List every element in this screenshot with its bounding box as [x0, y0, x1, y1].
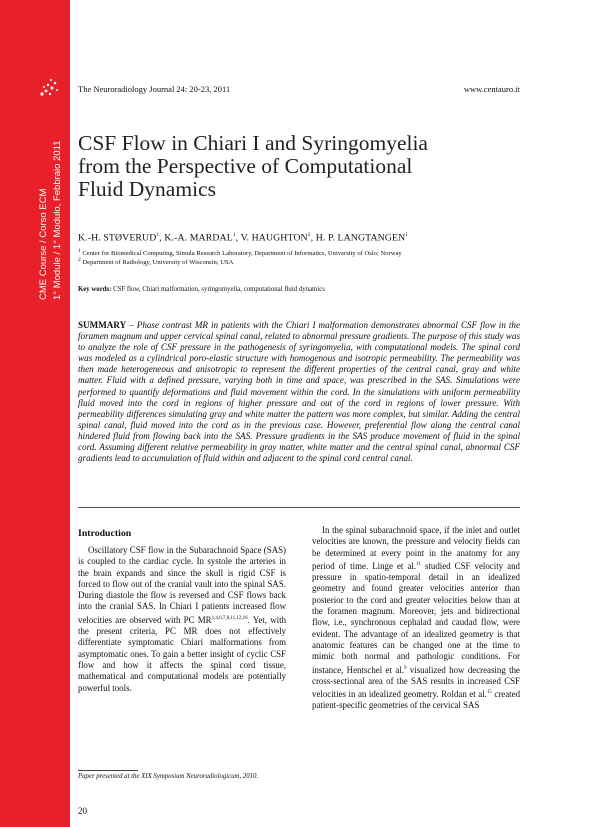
affiliation-1	[78, 248, 402, 257]
author-name: H. P. LANGTANGEN	[315, 232, 406, 244]
title-line-1: CSF Flow in Chiari I and Syringomyelia	[78, 131, 428, 155]
author-list: K.-H. STØVERUD$^1$, K.-A. MARDAL$^1$, V. HAUGHTON$^2$, H. P. LANGTANGEN$^1$	[78, 232, 409, 244]
title-line-2: from the Perspective of Computational	[78, 154, 413, 178]
affiliation-text: Center for Biomedical Computing, Simula Research Laboratory, Department of Informatics, University of Oslo; Norway	[82, 250, 402, 258]
author-name: K.-A. MARDAL	[164, 232, 233, 244]
body-column-right	[312, 525, 520, 712]
cme-course-line2: 1° Module / 1° Modulo, Febbraio 2011	[52, 140, 63, 300]
footnote: Paper presented at the XIX Symposium Neuroradiologicum, 2010.	[78, 773, 259, 780]
page-number: 20	[78, 806, 87, 816]
introduction-heading: Introduction	[78, 528, 132, 539]
citation-ref: 11	[416, 561, 421, 567]
summary-label: SUMMARY	[78, 320, 127, 330]
cme-course-line1: CME Course / Corso ECM	[38, 188, 49, 300]
intro-para-right-1: In the spinal subarachnoid space, if the inlet and outlet velocities are known, the pressure and velocity fields can be determined at every point in the anatomy for any period of time. Linge et al.	[312, 525, 520, 571]
intro-para-right-3: visualized how decreasing the cross-sectional area of the SAS results in increased CSF velocities in an idealized geometry. Roldan et al.	[312, 664, 520, 700]
author-name: K.-H. STØVERUD	[78, 232, 157, 244]
intro-para-right-4: created patient-specific geometries of the cervical SAS	[312, 689, 521, 711]
citation-ref: 15	[486, 690, 492, 696]
section-divider	[78, 507, 520, 508]
summary-abstract	[78, 320, 520, 464]
keywords-text: CSF flow, Chiari malformation, syringomyelia, computational fluid dynamics	[113, 286, 325, 293]
sidebar-band	[0, 0, 70, 827]
summary-text: – Phase contrast MR in patients with the Chiari I malformation demonstrates abnormal CSF flow in the foramen magnum and upper cervical spinal canal, related to abnormal pressure gradients. The purpose of this study was to analyze the role of CSF pressure in the pathogenesis of syringomyelia, with computational models. The spinal cord was modeled as a cylindrical poro-elastic structure with homogenous and isotropic permeability. The permeability was then made heterogeneous and anisotropic to represent the different properties of the central canal, gray and white matter. Fluid with a defined pressure, varying both in time and space, was prescribed in the SAS. Simulations were performed to quantify deformations and fluid movement within the cord. In the simulations with uniform permeability fluid moved into the cord in regions of higher pressure and out of the cord in regions of lower pressure. With permeability differences simulating gray and white matter the pattern was more complex, but similar. Adding the central spinal canal, fluid moved into the cord as in the previous case. However, preferential flow along the central canal hindered fluid from flowing back into the SAS. Pressure gradients in the SAS produce movement of fluid in the spinal cord. Assuming different relative permeability in gray matter, white matter and the central spinal canal, abnormal CSF gradients lead to accumulation of fluid within and adjacent to the spinal cord central canal.	[78, 320, 521, 464]
author-affiliation-mark: 2	[307, 232, 311, 238]
citation-refs: 1,4,6,7,8,11,12,16	[211, 615, 248, 621]
keywords	[78, 286, 325, 293]
journal-logo-icon	[38, 76, 60, 98]
journal-citation: The Neuroradiology Journal 24: 20-23, 2011	[78, 84, 231, 94]
title-line-3: Fluid Dynamics	[78, 177, 216, 201]
author-affiliation-mark: 1	[156, 232, 160, 238]
affiliation-2	[78, 257, 233, 266]
citation-ref: 9	[403, 665, 407, 671]
affiliation-text: Department of Radiology, University of Wisconsin; USA	[82, 259, 234, 267]
paper-title	[78, 132, 518, 201]
journal-website: www.centauro.it	[463, 84, 520, 94]
author-affiliation-mark: 1	[405, 232, 409, 238]
affiliation-number: 1	[78, 248, 81, 254]
author-affiliation-mark: 1	[232, 232, 236, 238]
keywords-label: Key words:	[78, 286, 112, 293]
intro-para-right-2: studied CSF velocity and pressure in spatio-temporal detail in an idealized geometry and found greater velocities anterior than posterior to the cord and greater velocities below than at the foramen magnum. Moreover, jets and bidirectional flow, i.e., synchronous cephalad and caudad flow, were evident. The advantage of an idealized geometry is that anatomic features can be changed one at the time to mimic both normal and pathologic conditions. For instance, Hentschel et al.	[312, 560, 520, 675]
body-column-left	[78, 545, 286, 694]
affiliation-number: 2	[78, 257, 81, 263]
footnote-rule	[78, 770, 138, 771]
intro-para-left: Oscillatory CSF flow in the Subarachnoid Space (SAS) is coupled to the cardiac cycle. In systole the arteries in the brain expands and since the skull is rigid CSF is forced to flow out of the cranial vault into the spinal SAS. During diastole the flow is reversed and CSF flows back into the cranial SAS. In Chiari I patients increased flow velocities are observed with PC MR	[78, 545, 286, 625]
intro-para-left-cont: . Yet, with the present criteria, PC MR does not effectively differentiate symptomatic Chiari malformations from asymptomatic ones. To gain a better insight of cyclic CSF flow and how it affects the spinal cord tissue, mathematical and computational models are potentially powerful tools.	[78, 614, 287, 693]
author-name: V. HAUGHTON	[240, 232, 308, 244]
